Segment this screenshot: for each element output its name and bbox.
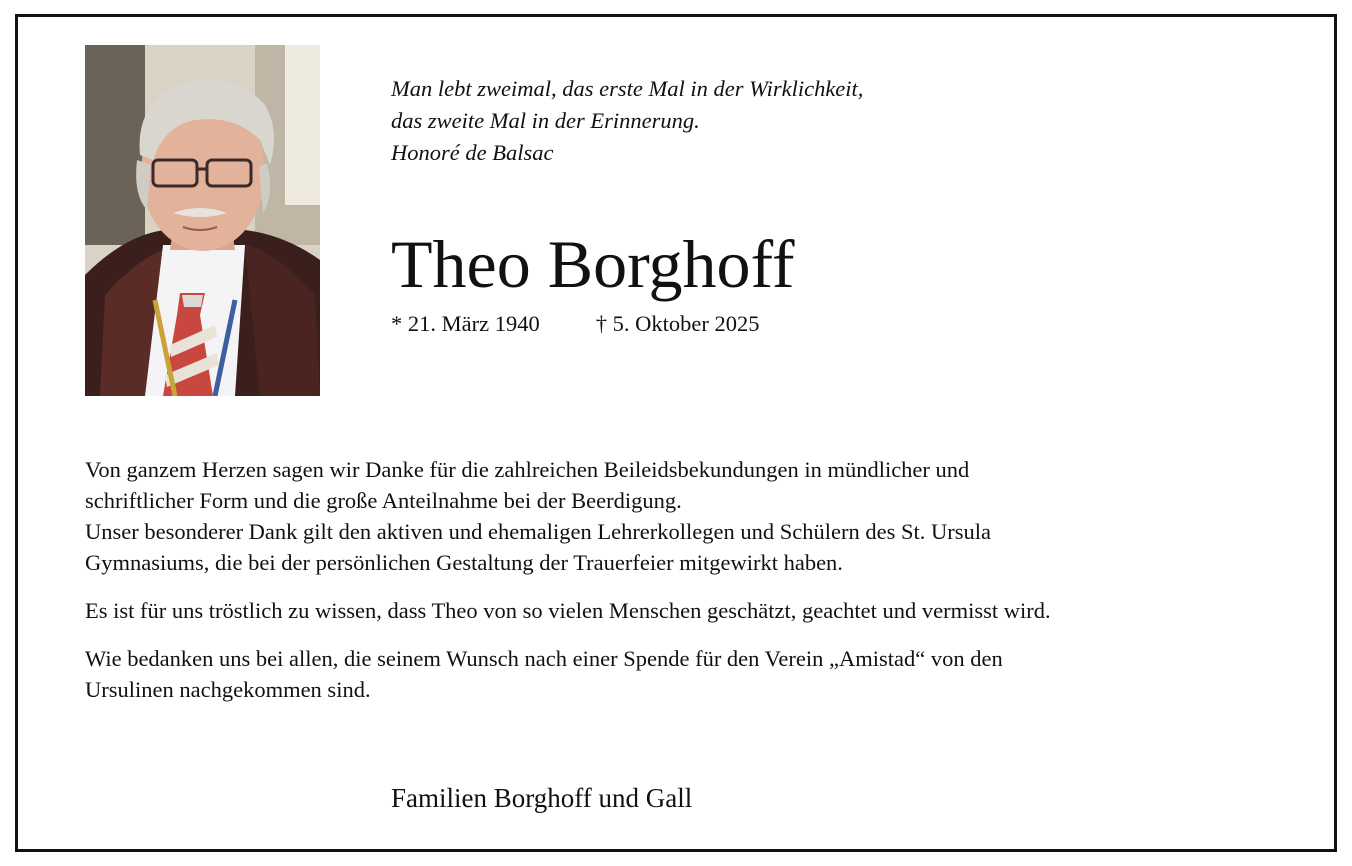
paragraph-2-line-1: Es ist für uns tröstlich zu wissen, dass Theo von so vielen Menschen geschätzt, geachtet und vermisst wird.	[85, 598, 1051, 623]
death-date: † 5. Oktober 2025	[595, 311, 760, 336]
quote-author: Honoré de Balsac	[391, 140, 554, 165]
family-signature: Familien Borghoff und Gall	[391, 783, 693, 813]
quote-line-1: Man lebt zweimal, das erste Mal in der Wirklichkeit,	[391, 76, 864, 101]
quote-block	[391, 73, 863, 169]
paragraph-1-line-4: Gymnasiums, die bei der persönlichen Gestaltung der Trauerfeier mitgewirkt haben.	[85, 550, 843, 575]
portrait-illustration	[85, 45, 320, 396]
paragraph-1-line-2: schriftlicher Form und die große Anteilnahme bei der Beerdigung.	[85, 488, 682, 513]
quote-line-2: das zweite Mal in der Erinnerung.	[391, 108, 700, 133]
portrait-photo	[85, 45, 320, 396]
deceased-name: Theo Borghoff	[391, 226, 795, 302]
paragraph-1-line-1: Von ganzem Herzen sagen wir Danke für die zahlreichen Beileidsbekundungen in mündlicher und	[85, 457, 970, 482]
birth-date: * 21. März 1940	[391, 311, 540, 336]
paragraph-3-line-2: Ursulinen nachgekommen sind.	[85, 677, 371, 702]
thank-you-text	[85, 454, 1325, 705]
paragraph-3-line-1: Wie bedanken uns bei allen, die seinem Wunsch nach einer Spende für den Verein „Amistad“ von den	[85, 646, 1003, 671]
paragraph-1-line-3: Unser besonderer Dank gilt den aktiven und ehemaligen Lehrerkollegen und Schülern des St. Ursula	[85, 519, 991, 544]
life-dates	[391, 309, 759, 339]
